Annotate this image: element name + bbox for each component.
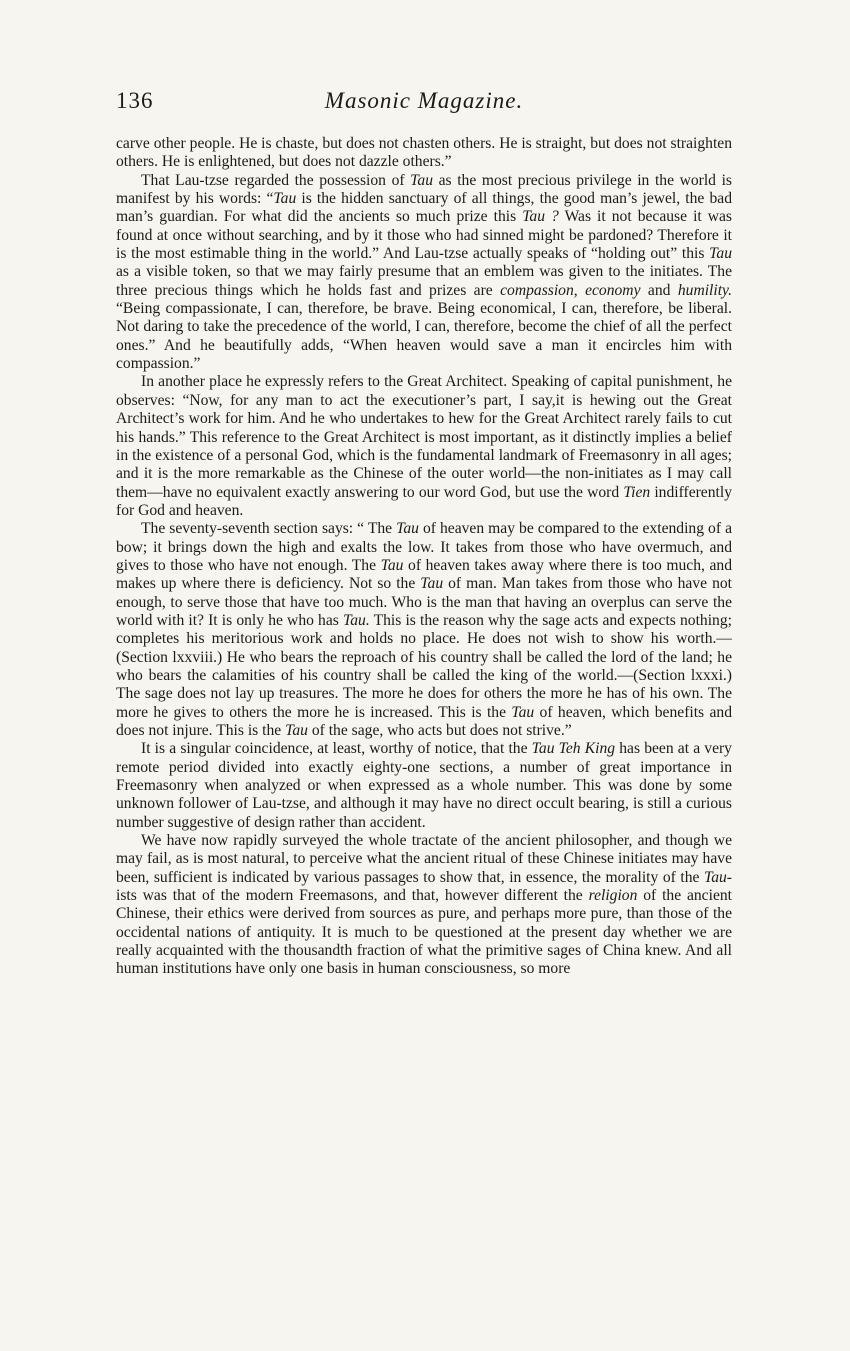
- italic-text: humility.: [677, 281, 732, 299]
- italic-text: Tau: [709, 245, 732, 263]
- text-run: is the hidden sanctuary of all things, the good man’s jewel, the bad man’s guardian. For what did the ancients so much prize this: [116, 190, 732, 226]
- text-run: as a visible token, so that we may fairly presume that an emblem was given to the initiates. The three precious things which he holds fast and prizes are: [116, 263, 732, 299]
- text-run: and: [640, 281, 678, 299]
- paragraph: [116, 740, 732, 832]
- text-run: indifferently for God and heaven.: [116, 483, 732, 519]
- text-run: of man. Man takes from those who have not enough, to serve those that have too much. Who is the man that having an overplus can serve the world with it? It is only he who has: [116, 575, 732, 629]
- italic-text: Tau: [396, 520, 419, 538]
- text-run: has been at a very remote period divided into exactly eighty-one sections, a number of great importance in Freemasonry when analyzed or when expressed as a whole number. This was done by some unknown follower of Lau-tzse, and although it may have no direct occult bearing, is still a curious number suggestive of design rather than accident.: [116, 740, 732, 831]
- text-run: We have now rapidly surveyed the whole tractate of the ancient philosopher, and though we may fail, as is most natural, to perceive what the ancient ritual of these Chinese initiates may have been, sufficient is indicated by various passages to show that, in essence, the morality of the: [116, 832, 732, 886]
- running-title: Masonic Magazine.: [324, 88, 524, 113]
- italic-text: religion: [588, 887, 638, 905]
- text-run: of heaven takes away where there is too much, and makes up where there is deficiency. Not so the: [116, 556, 732, 593]
- page-header: [116, 88, 732, 120]
- text-run: of heaven may be compared to the extending of a bow; it brings down the high and exalts the low. It takes from those who have overmuch, and gives to those who have not enough. The: [116, 520, 732, 574]
- paragraph: [116, 520, 732, 740]
- text-run: That Lau-tzse regarded the possession of: [141, 171, 411, 189]
- text-run: of the ancient Chinese, their ethics were derived from sources as pure, and perhaps more pure, than those of the occidental nations of antiquity. It is much to be questioned at the present day whether we are really acquainted with the thousandth fraction of what the primitive sages of China knew. And all human institutions have only one basis in human consciousness, so more: [116, 887, 732, 978]
- text-run: as the most precious privilege in the world is manifest by his words: “: [116, 171, 732, 208]
- italic-text: Tau: [511, 703, 535, 721]
- italic-text: Tau: [380, 556, 404, 574]
- paragraph: [116, 373, 732, 520]
- italic-text: Tau: [703, 868, 727, 886]
- text-run: of heaven, which benefits and does not injure. This is the: [116, 703, 732, 739]
- text-run: “Being compassionate, I can, therefore, be brave. Being economical, I can, therefore, be liberal. Not daring to take the precedence of the world, I can, therefore, become the chief of all the perfect ones.” And he beautifully adds, “When heaven would save a man it encircles him with compassion.”: [116, 300, 732, 373]
- italic-text: Tau: [273, 190, 297, 208]
- text-run: In another place he expressly refers to the Great Architect. Speaking of capital punishment, he observes: “Now, for any man to act the executioner’s part, I say,it is hewing out the Great Architect’s work for him. And he who undertakes to hew for the Great Architect rarely fails to cut his hands.” This reference to the Great Architect is most important, as it distinctly implies a belief in the existence of a personal God, which is the fundamental landmark of Freemasonry in all ages; and it is the more remarkable as the Chinese of the outer world—the non-initiates as I may call them—have no equivalent exactly answering to our word God, but use the word: [116, 373, 732, 501]
- italic-text: Tau: [410, 171, 433, 189]
- text-run: of the sage, who acts but does not strive.”: [307, 722, 572, 739]
- italic-text: Tau Teh King: [531, 740, 616, 758]
- text-run: It is a singular coincidence, at least, worthy of notice, that the: [141, 740, 532, 758]
- text-run: This is the reason why the sage acts and expects nothing; completes his meritorious work and holds no place. He does not wish to show his worth.—(Section lxxviii.) He who bears the reproach of his country shall be called the lord of the land; he who bears the calamities of his country shall be called the king of the world.—(Section lxxxi.) The sage does not lay up treasures. The more he does for others the more he has of his own. The more he gives to others the more he is increased. This is the: [116, 611, 732, 721]
- italic-text: Tau.: [342, 611, 370, 629]
- article-body: [116, 135, 732, 979]
- paragraph: [116, 172, 732, 374]
- paragraph: [116, 135, 732, 172]
- text-run: -ists was that of the modern Freemasons, and that, however different the: [116, 868, 732, 905]
- italic-text: Tau: [285, 722, 308, 739]
- italic-text: Tau: [420, 575, 444, 593]
- italic-text: compassion, economy: [500, 281, 641, 299]
- text-run: Was it not because it was found at once without searching, and by it those who had sinned might be pardoned? Therefore it is the most estimable thing in the world.” And Lau-tzse actually speaks of “holding out” this: [116, 208, 732, 263]
- italic-text: Tau ?: [522, 208, 559, 226]
- text-run: The seventy-seventh section says: “ The: [141, 520, 397, 538]
- text-run: carve other people. He is chaste, but does not chasten others. He is straight, but does not straighten others. He is enlightened, but does not dazzle others.”: [116, 135, 732, 171]
- italic-text: Tien: [623, 483, 651, 501]
- paragraph: [116, 832, 732, 979]
- page-number: 136: [116, 88, 154, 113]
